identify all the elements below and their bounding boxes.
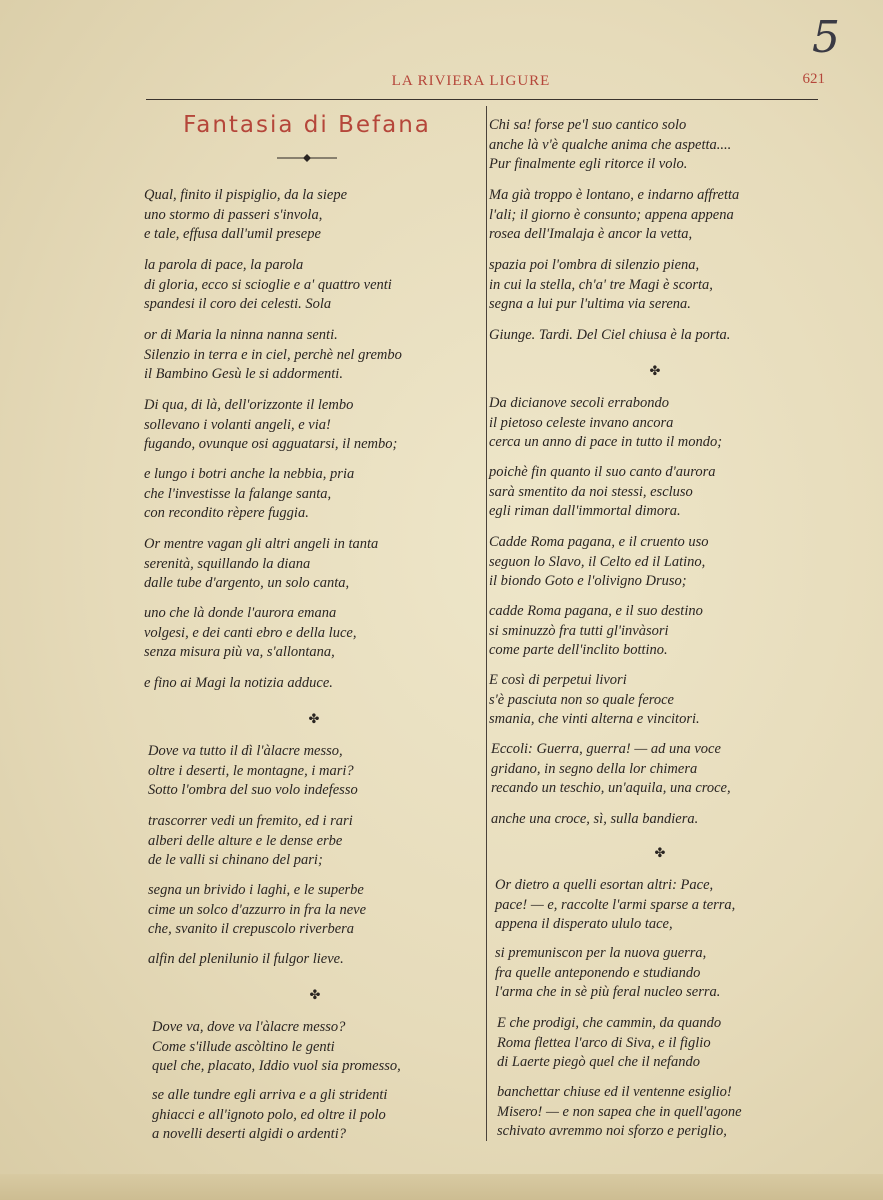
verse-line: e lungo i botri anche la nebbia, pria	[144, 466, 355, 482]
verse-line: Di qua, di là, dell'orizzonte il lembo	[144, 397, 354, 413]
verse-line: E così di perpetui livori	[489, 672, 627, 688]
verse-line: l'ali; il giorno è consunto; appena appena	[489, 206, 734, 223]
verse-line: segna a lui pur l'ultima via serena.	[489, 296, 691, 312]
stanza	[148, 950, 344, 970]
verse-line: rosea dell'Imalaja è ancor la vetta,	[489, 226, 693, 242]
stanza	[144, 535, 378, 594]
verse-line: quel che, placato, Iddio vuol sia promesso,	[152, 1058, 401, 1074]
stanza	[144, 604, 356, 663]
header-rule	[146, 99, 818, 100]
verse-line: cime un solco d'azzurro in fra la neve	[148, 901, 367, 918]
verse-line: oltre i deserti, le montagne, i mari?	[148, 762, 354, 779]
stanza	[148, 881, 366, 940]
verse-line: come parte dell'inclito bottino.	[489, 642, 668, 658]
verse-line: or di Maria la ninna nanna senti.	[144, 327, 338, 343]
verse-line: Cadde Roma pagana, e il cruento uso	[489, 534, 709, 550]
verse-line: di Laerte piegò quel che il nefando	[497, 1054, 700, 1070]
verse-line: de le valli si chinano del pari;	[148, 852, 323, 868]
verse-line: Roma flettea l'arco di Siva, e il figlio	[497, 1034, 711, 1051]
verse-line: Dove va tutto il dì l'àlacre messo,	[148, 743, 343, 759]
stanza	[489, 394, 722, 453]
verse-line: appena il disperato ululo tace,	[495, 916, 673, 932]
verse-line: smania, che vinti alterna e vincitori.	[489, 711, 700, 727]
verse-line: in cui la stella, ch'a' tre Magi è scorta,	[489, 276, 713, 293]
verse-line: il biondo Goto e l'olivigno Druso;	[489, 573, 687, 589]
verse-line: alfin del plenilunio il fulgor lieve.	[148, 951, 344, 967]
verse-line: uno che là donde l'aurora emana	[144, 605, 337, 621]
stanza	[489, 256, 713, 315]
verse-line: recando un teschio, un'aquila, una croce,	[491, 780, 731, 796]
verse-line: la parola di pace, la parola	[144, 257, 304, 273]
stanza	[489, 186, 739, 245]
fleuron-icon: ✤	[309, 988, 321, 1003]
verse-line: si premuniscon per la nuova guerra,	[495, 945, 707, 961]
verse-line: Chi sa! forse pe'l suo cantico solo	[489, 117, 687, 133]
verse-line: spandesi il coro dei celesti. Sola	[144, 296, 332, 312]
verse-line: Ma già troppo è lontano, e indarno affretta	[489, 187, 740, 203]
journal-title: LA RIVIERA LIGURE	[391, 73, 551, 89]
stanza	[489, 326, 730, 346]
fleuron-icon: ✤	[649, 364, 661, 379]
verse-line: fugando, ovunque osi agguatarsi, il nembo;	[144, 436, 398, 452]
stanza	[152, 1018, 401, 1077]
handwritten-page-number: 5	[812, 12, 840, 63]
stanza	[489, 671, 700, 730]
stanza	[489, 533, 709, 592]
stanza	[495, 944, 720, 1003]
verse-line: seguon lo Slavo, il Celto ed il Latino,	[489, 553, 706, 570]
verse-line: segna un brivido i laghi, e le superbe	[148, 882, 364, 898]
verse-line: pace! — e, raccolte l'armi sparse a terra,	[495, 896, 736, 913]
verse-line: E che prodigi, che cammin, da quando	[497, 1015, 722, 1031]
stanza	[148, 812, 353, 871]
verse-line: Dove va, dove va l'àlacre messo?	[152, 1019, 346, 1035]
stanza	[152, 1086, 387, 1145]
verse-line: che l'investisse la falange santa,	[144, 485, 332, 502]
verse-line: senza misura più va, s'allontana,	[144, 644, 335, 660]
fleuron-icon: ✤	[654, 846, 666, 861]
verse-line: Misero! — e non sapea che in quell'agone	[497, 1103, 742, 1120]
verse-line: serenità, squillando la diana	[144, 555, 311, 572]
verse-line: sollevano i volanti angeli, e via!	[144, 416, 331, 433]
verse-line: Eccoli: Guerra, guerra! — ad una voce	[491, 741, 721, 757]
stanza	[144, 465, 354, 524]
verse-line: Pur finalmente egli ritorce il volo.	[489, 156, 688, 172]
title-ornament-icon	[277, 152, 337, 164]
stanza	[144, 186, 347, 245]
stanza	[144, 326, 402, 385]
verse-line: poichè fin quanto il suo canto d'aurora	[489, 464, 716, 480]
verse-line: ghiacci e all'ignoto polo, ed oltre il polo	[152, 1106, 386, 1123]
verse-line: Qual, finito il pispiglio, da la siepe	[144, 187, 347, 203]
verse-line: fra quelle anteponendo e studiando	[495, 964, 701, 981]
stanza	[489, 116, 731, 175]
verse-line: Or mentre vagan gli altri angeli in tanta	[144, 536, 379, 552]
verse-line: se alle tundre egli arriva e a gli stridenti	[152, 1087, 388, 1103]
stanza	[491, 740, 731, 799]
verse-line: il pietoso celeste invano ancora	[489, 414, 674, 431]
verse-line: l'arma che in sè più feral nucleo serra.	[495, 984, 721, 1000]
stanza	[144, 256, 392, 315]
page-bottom-edge	[0, 1174, 883, 1200]
verse-line: dalle tube d'argento, un solo canta,	[144, 575, 350, 591]
verse-line: si sminuzzò fra tutti gl'invàsori	[489, 622, 669, 639]
stanza	[144, 674, 333, 694]
verse-line: che, svanito il crepuscolo riverbera	[148, 921, 355, 937]
verse-line: e tale, effusa dall'umil presepe	[144, 226, 321, 242]
verse-line: Sotto l'ombra del suo volo indefesso	[148, 782, 358, 798]
verse-line: volgesi, e dei canti ebro e della luce,	[144, 624, 357, 641]
verse-line: s'è pasciuta non so quale feroce	[489, 691, 674, 708]
verse-line: di gloria, ecco si sciogliе e a' quattro venti	[144, 276, 392, 293]
verse-line: anche una croce, sì, sulla bandiera.	[491, 811, 699, 827]
stanza	[489, 463, 716, 522]
verse-line: cerca un anno di pace in tutto il mondo;	[489, 434, 723, 450]
stanza	[497, 1014, 721, 1073]
page-number: 621	[802, 71, 825, 87]
verse-line: Da dicianove secoli errabondo	[489, 395, 670, 411]
verse-line: il Bambino Gesù le si addormenti.	[144, 366, 343, 382]
verse-line: anche là v'è qualche anima che aspetta....	[489, 136, 732, 153]
verse-line: e fino ai Magi la notizia adduce.	[144, 675, 333, 691]
verse-line: cadde Roma pagana, e il suo destino	[489, 603, 703, 619]
stanza	[491, 810, 698, 830]
verse-line: Giunge. Tardi. Del Ciel chiusa è la porta.	[489, 327, 731, 343]
verse-line: con recondito rèpere fuggia.	[144, 505, 309, 521]
verse-line: Or dietro a quelli esortan altri: Pace,	[495, 877, 714, 893]
column-divider	[486, 106, 487, 1141]
verse-line: uno stormo di passeri s'invola,	[144, 206, 323, 223]
verse-line: banchettar chiuse ed il ventenne esiglio!	[497, 1084, 732, 1100]
fleuron-icon: ✤	[308, 712, 320, 727]
stanza	[495, 876, 735, 935]
verse-line: gridano, in segno della lor chimera	[491, 760, 698, 777]
stanza	[144, 396, 397, 455]
stanza	[148, 742, 358, 801]
verse-line: a novelli deserti algidi o ardenti?	[152, 1126, 346, 1142]
verse-line: sarà smentito da noi stessi, escluso	[489, 483, 693, 500]
verse-line: trascorrer vedi un fremito, ed i rari	[148, 813, 353, 829]
verse-line: Silenzio in terra e in ciel, perchè nel grembo	[144, 346, 402, 363]
stanza	[489, 602, 703, 661]
verse-line: Come s'illude ascòltino le genti	[152, 1038, 335, 1055]
poem-title: Fantasia di Befana	[183, 112, 431, 138]
stanza	[497, 1083, 742, 1142]
verse-line: alberi delle alture e le dense erbe	[148, 832, 343, 849]
verse-line: schivato avremmo noi sforzo e periglio,	[497, 1123, 727, 1139]
verse-line: spazia poi l'ombra di silenzio piena,	[489, 257, 700, 273]
verse-line: egli riman dall'immortal dimora.	[489, 503, 681, 519]
